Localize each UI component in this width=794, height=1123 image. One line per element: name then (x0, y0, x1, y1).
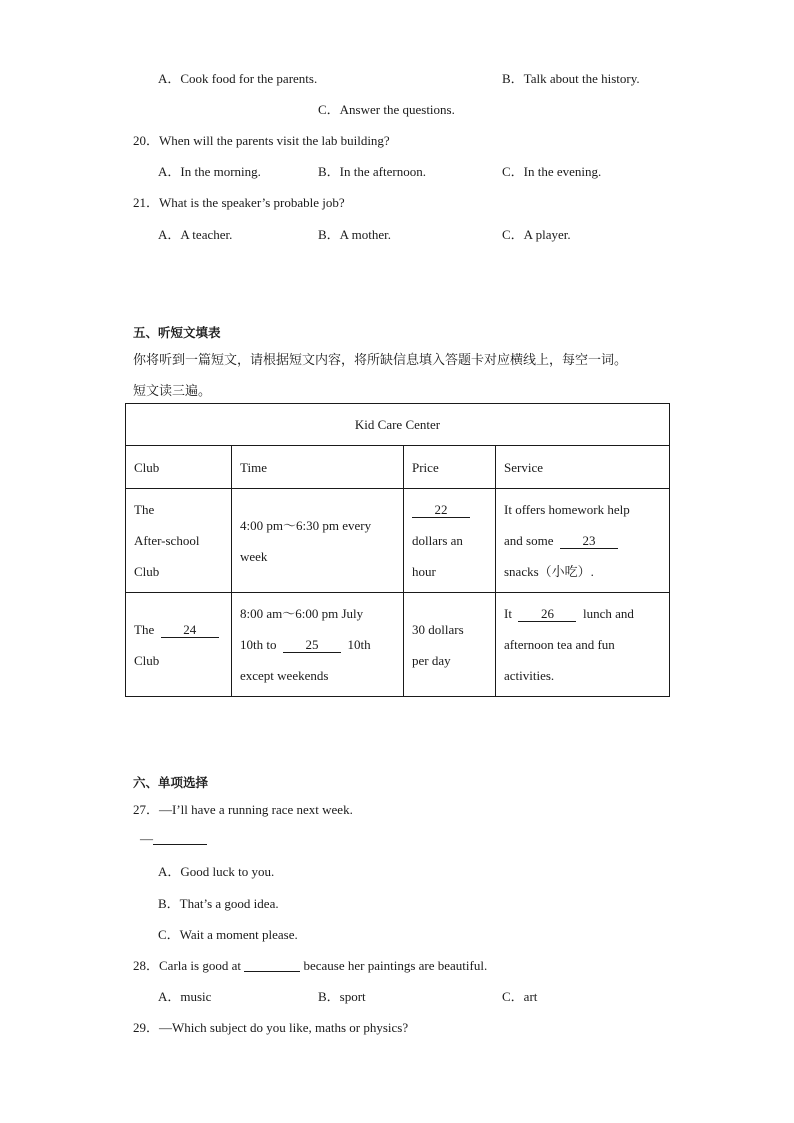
row2-service-post: lunch and (582, 606, 634, 621)
q20-option-b: B．In the afternoon. (318, 164, 426, 179)
q27-reply-dash: — (140, 831, 153, 846)
row1-price-line2: dollars an (412, 533, 463, 548)
row2-price (404, 593, 496, 697)
q29-stem: 29．—Which subject do you like, maths or physics? (133, 1020, 409, 1035)
row2-service-pre: It (504, 606, 512, 621)
row1-price (404, 489, 496, 593)
row2-time-line1: 8:00 am～6:00 pm July (240, 606, 364, 621)
q28-answer-blank[interactable] (244, 958, 300, 972)
row1-service-line1: It offers homework help (504, 502, 630, 517)
header-time: Time (232, 446, 404, 489)
row2-club-pre: The (134, 621, 155, 637)
section6-title: 六、单项选择 (133, 775, 209, 790)
blank-26[interactable]: 26 (518, 607, 576, 622)
q27-answer-blank[interactable] (153, 831, 207, 845)
q28-option-c: C．art (502, 989, 538, 1004)
q20-option-c: C．In the evening. (502, 164, 602, 179)
q28-option-a: A．music (158, 989, 212, 1004)
row1-club-line3: Club (134, 564, 160, 579)
row1-price-line3: hour (412, 564, 436, 579)
row2-service (496, 593, 670, 697)
row1-service (496, 489, 670, 593)
blank-25[interactable]: 25 (283, 638, 341, 653)
q27-option-c: C．Wait a moment please. (158, 927, 298, 942)
q27-option-a: A．Good luck to you. (158, 864, 275, 879)
kid-care-table (125, 403, 670, 697)
header-club: Club (126, 446, 232, 489)
q27-reply (140, 831, 207, 847)
row1-club (126, 489, 232, 593)
row1-time-line2: week (240, 548, 268, 564)
q19-option-c: C．Answer the questions. (318, 102, 455, 117)
row2-club-post: Club (134, 652, 160, 668)
blank-22[interactable]: 22 (412, 503, 470, 518)
q28-stem (133, 955, 487, 974)
row1-service-line2-text: and some (504, 533, 554, 548)
header-price: Price (404, 446, 496, 489)
row1-club-line2: After-school (134, 533, 200, 548)
row2-time-line2-post: 10th (347, 637, 371, 652)
q28-option-b: B．sport (318, 989, 366, 1004)
blank-24[interactable]: 24 (161, 623, 219, 638)
row1-time-line1: 4:00 pm～6:30 pm every (240, 517, 372, 533)
row2-club (126, 593, 232, 697)
row1-club-line1: The (134, 502, 155, 517)
q21-stem: 21．What is the speaker’s probable job? (133, 195, 345, 210)
row1-service-line3: snacks（小吃）. (504, 564, 594, 579)
row2-price-line2: per day (412, 652, 451, 668)
blank-23[interactable]: 23 (560, 534, 618, 549)
q21-option-a: A．A teacher. (158, 227, 233, 242)
q20-option-a: A．In the morning. (158, 164, 261, 179)
q19-option-a: A．Cook food for the parents. (158, 71, 318, 86)
row2-time-line3: except weekends (240, 668, 329, 683)
table-title: Kid Care Center (126, 404, 670, 446)
row2-time-line2-pre: 10th to (240, 637, 277, 652)
q28-stem-post: because her paintings are beautiful. (303, 958, 488, 973)
q28-stem-pre: 28．Carla is good at (133, 958, 241, 973)
header-service: Service (496, 446, 670, 489)
q19-option-b: B．Talk about the history. (502, 71, 640, 86)
q27-option-b: B．That’s a good idea. (158, 896, 279, 911)
section5-instruction-line2: 短文读三遍。 (133, 384, 212, 399)
section5-instruction-line1: 你将听到一篇短文，请根据短文内容，将所缺信息填入答题卡对应横线上，每空一词。 (133, 353, 628, 368)
q21-option-b: B．A mother. (318, 227, 391, 242)
row2-price-line1: 30 dollars (412, 621, 464, 637)
row1-time (232, 489, 404, 593)
q27-stem: 27．—I’ll have a running race next week. (133, 802, 353, 817)
q21-option-c: C．A player. (502, 227, 571, 242)
row2-service-line2: afternoon tea and fun (504, 637, 615, 652)
row2-time (232, 593, 404, 697)
q20-stem: 20．When will the parents visit the lab building? (133, 133, 390, 148)
section5-title: 五、听短文填表 (133, 325, 221, 340)
row2-service-line3: activities. (504, 668, 555, 683)
